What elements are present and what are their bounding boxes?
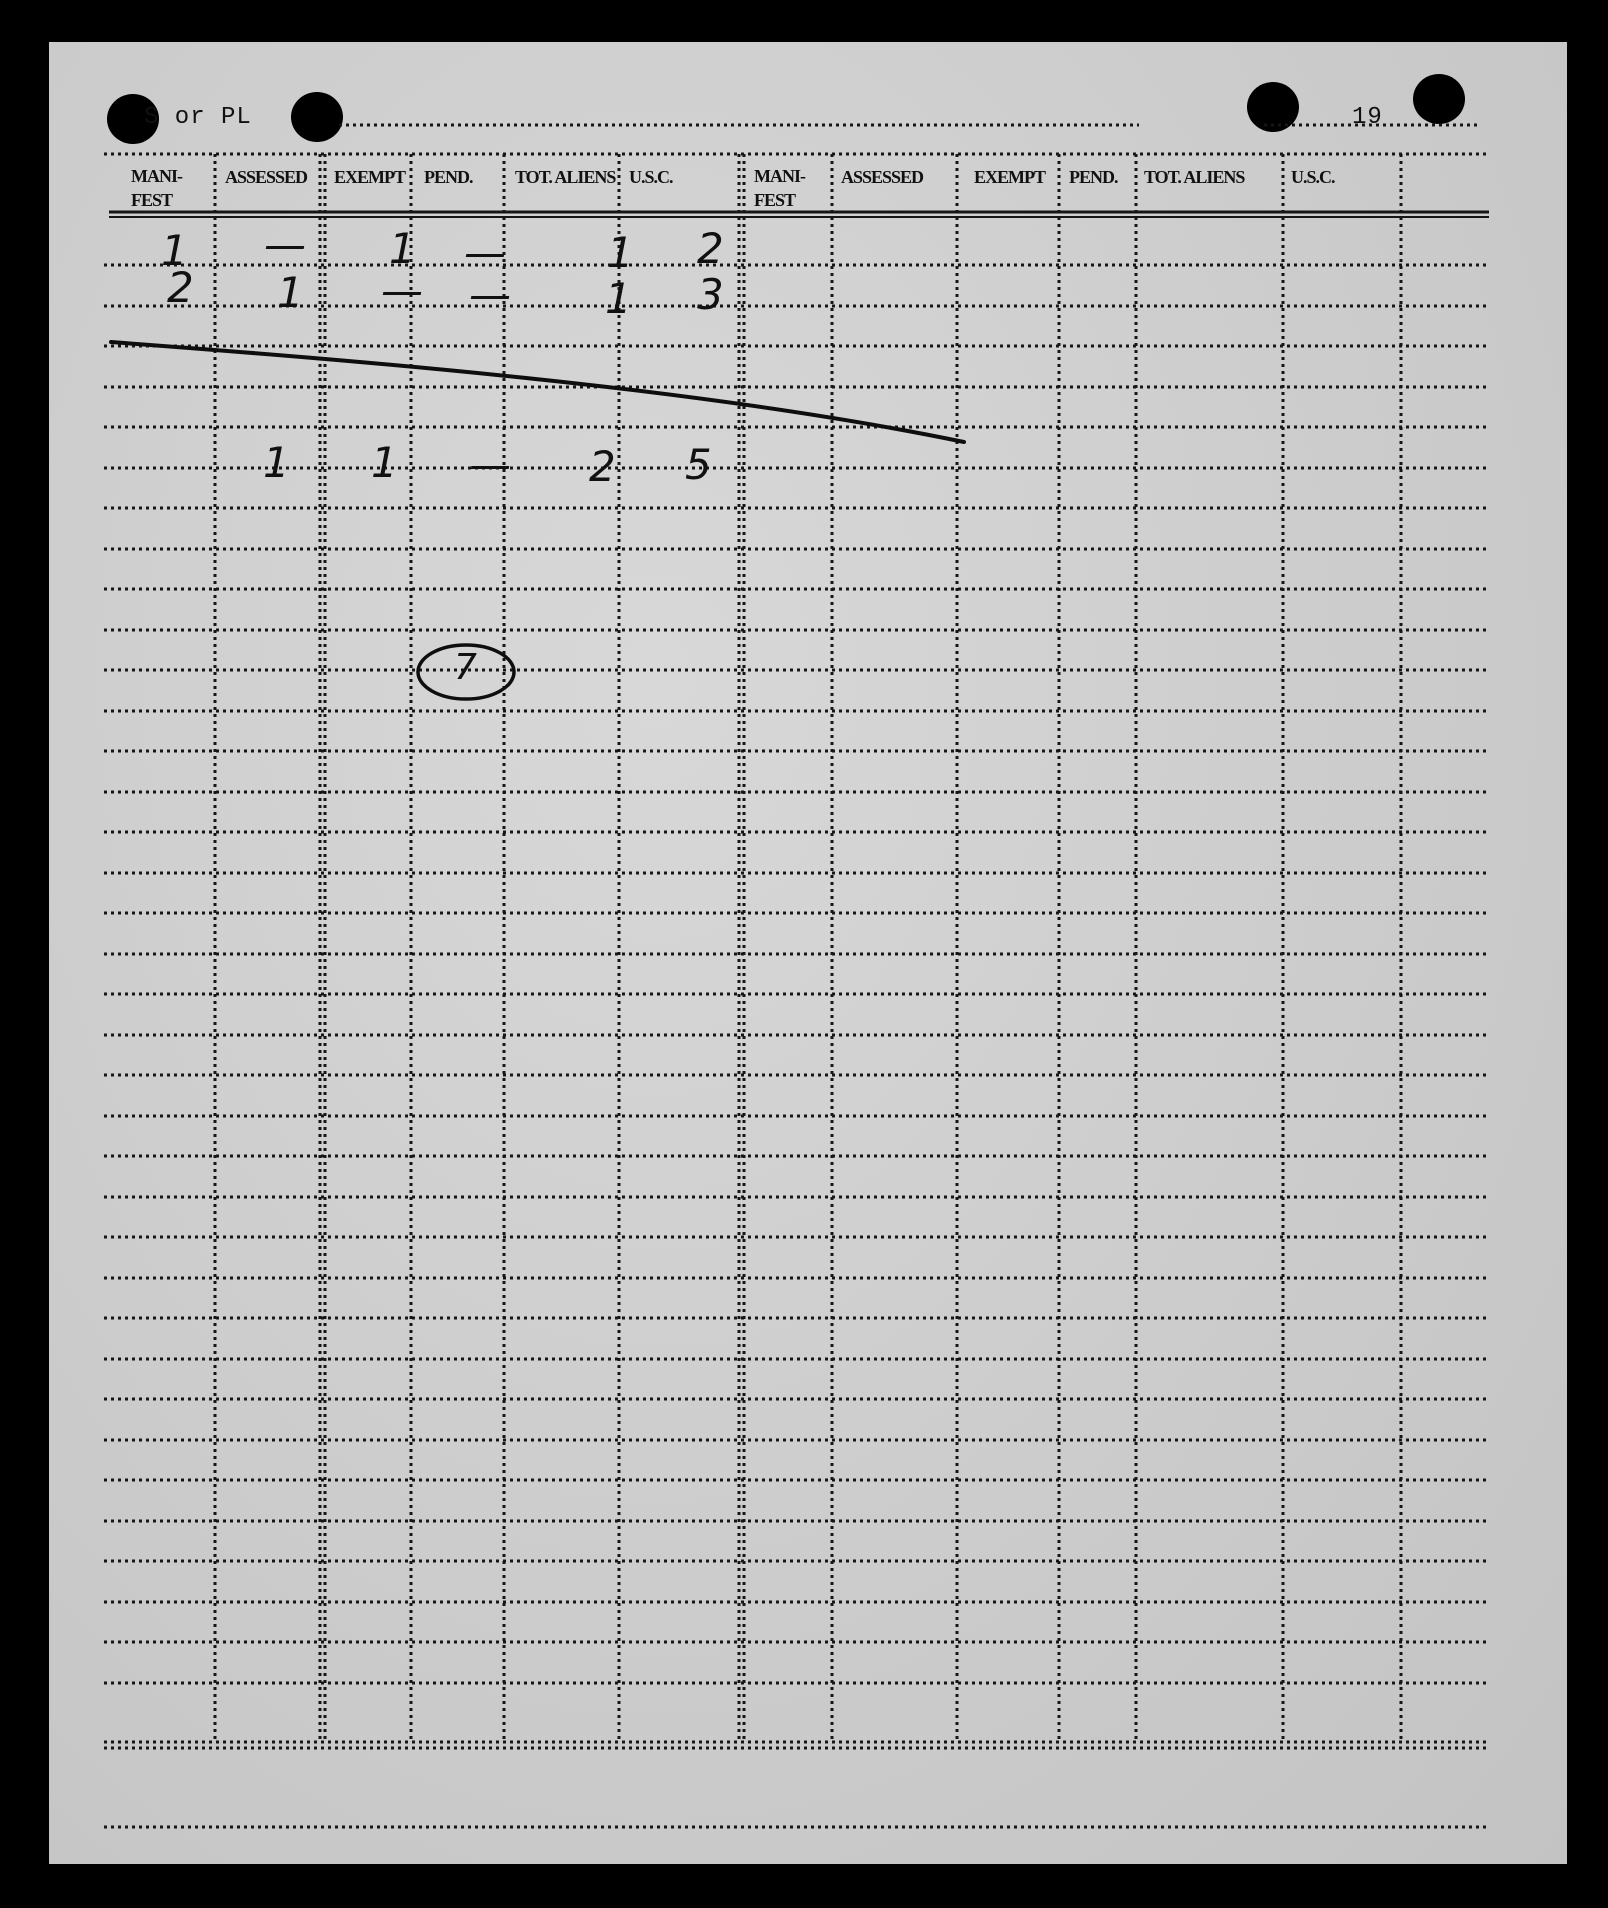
- col-header-usc-left: U.S.C.: [629, 167, 673, 187]
- hw-r1-pend: —: [464, 228, 506, 277]
- hw-r2-exempt: —: [381, 266, 423, 315]
- hw-total-tot-aliens: 2: [589, 442, 616, 491]
- hw-r1-tot-aliens: 1: [607, 228, 634, 277]
- hw-r2-pend: —: [469, 270, 511, 319]
- col-header-tot-aliens-right: TOT. ALIENS: [1144, 167, 1245, 187]
- hw-total-assessed: 1: [263, 438, 290, 487]
- hw-total-usc: 5: [685, 440, 712, 489]
- form-type-label: S or PL: [144, 104, 252, 131]
- col-header-manifest-left: [131, 164, 201, 212]
- col-header-usc-right: U.S.C.: [1291, 167, 1335, 187]
- hw-r1-manifest: 1: [161, 226, 188, 275]
- col-header-pend-left: PEND.: [424, 167, 473, 187]
- hw-r2-manifest: 2: [167, 263, 194, 312]
- hw-r2-usc: 3: [697, 270, 724, 319]
- col-header-text: MANI- FEST: [131, 166, 182, 210]
- hw-r1-assessed: —: [264, 220, 306, 269]
- hw-r1-exempt: 1: [389, 224, 416, 273]
- col-header-assessed-left: ASSESSED: [225, 167, 308, 187]
- hw-r1-usc: 2: [697, 224, 724, 273]
- col-header-text: MANI- FEST: [754, 166, 805, 210]
- form-sheet: [49, 42, 1567, 1864]
- hw-r2-assessed: 1: [277, 268, 304, 317]
- hw-total-exempt: 1: [371, 438, 398, 487]
- col-header-exempt-left: EXEMPT: [334, 167, 406, 187]
- col-header-exempt-right: EXEMPT: [974, 167, 1046, 187]
- hw-r2-tot-aliens: 1: [605, 274, 632, 323]
- year-label: 19: [1352, 104, 1383, 131]
- col-header-manifest-right: [754, 164, 824, 212]
- hw-total-pend: —: [469, 440, 511, 489]
- col-header-pend-right: PEND.: [1069, 167, 1118, 187]
- col-header-tot-aliens-left: TOT. ALIENS: [515, 167, 616, 187]
- col-header-assessed-right: ASSESSED: [841, 167, 924, 187]
- hw-circled-number: 7: [454, 647, 477, 688]
